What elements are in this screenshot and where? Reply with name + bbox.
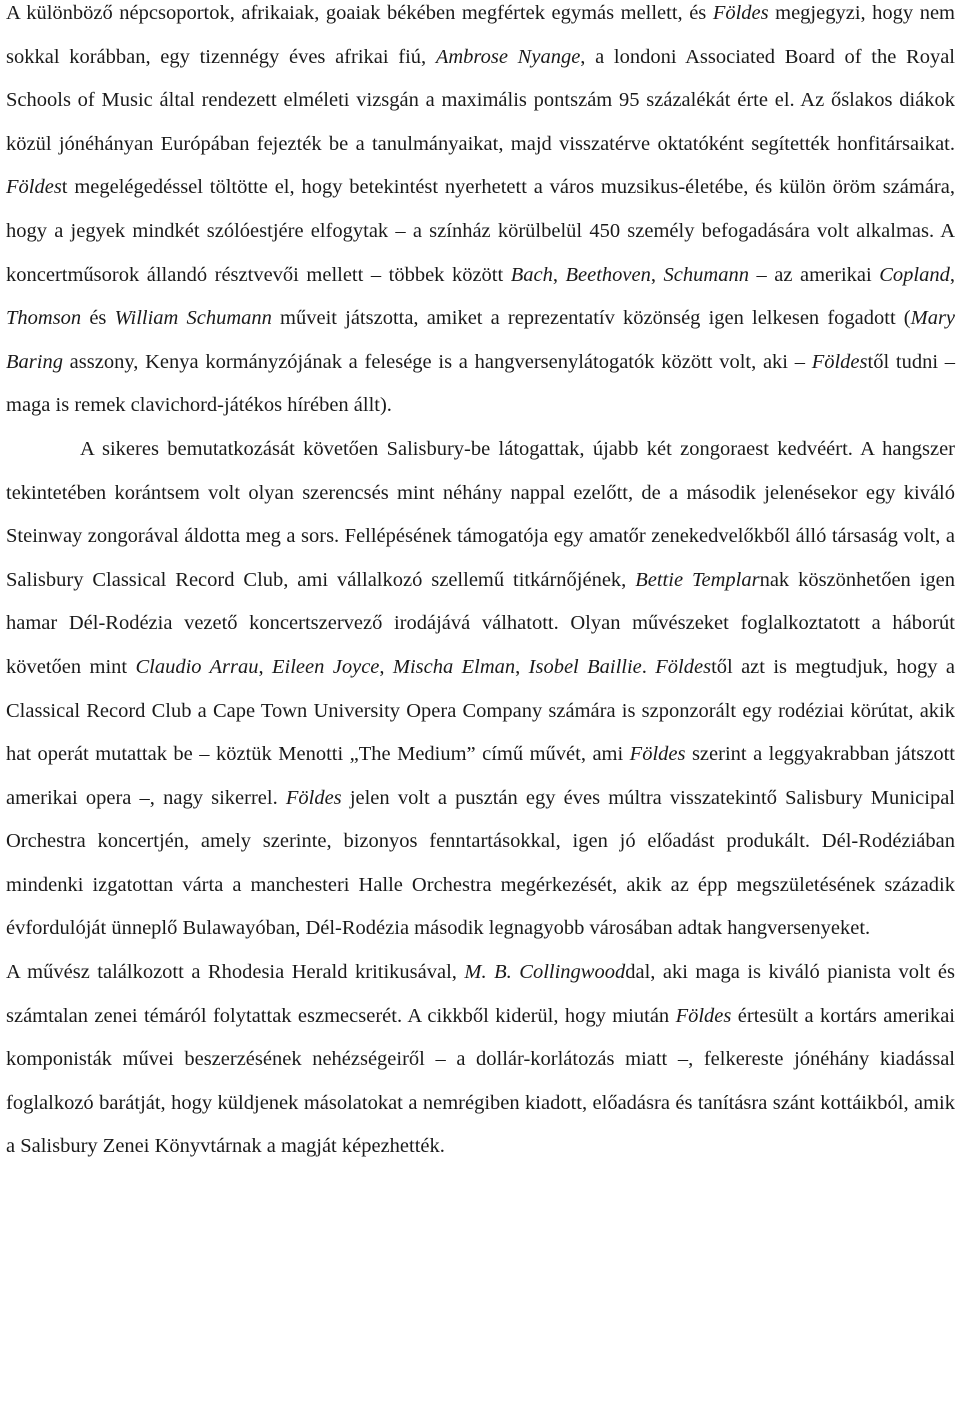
paragraph-1	[6, 0, 955, 428]
text-run: műveit játszotta, amiket a reprezentatív közönség igen lelkesen fogadott (	[271, 307, 911, 330]
italic-text: Eileen Joyce	[272, 655, 380, 678]
text-run: és	[81, 307, 115, 330]
italic-text: Mischa Elman	[392, 655, 516, 678]
text-run: asszony, Kenya kormányzójának a felesége is a hangversenylátogatók között volt, aki –	[62, 350, 812, 373]
paragraph-3	[6, 951, 955, 1169]
italic-text: Ambrose Nyange	[435, 45, 581, 68]
italic-text: Claudio Arrau	[135, 655, 259, 678]
text-run: A művész találkozott a Rhodesia Herald kritikusával,	[6, 961, 465, 984]
italic-text: William Schumann	[114, 307, 272, 330]
italic-text: Isobel Baillie	[528, 655, 642, 678]
italic-text: Földes	[675, 1004, 732, 1027]
italic-text: Schumann	[663, 263, 749, 286]
text-run: ,	[379, 655, 393, 678]
text-run: ,	[949, 263, 955, 286]
italic-text: Földes	[655, 655, 712, 678]
text-run: A sikeres bemutatkozását követően Salisbury-be látogattak, újabb két zongoraest kedvéért. A hangszer tekintetében korántsem volt olyan szerencsés mint néhány nappal ezelőtt, de a második jelenésekor egy kiváló Steinway zongorával áldotta meg a sors. Fellépésének támogatója egy amatőr zenekedvelőkből álló társaság volt, a Salisbury Classical Record Club, ami vállalkozó szellemű titkárnőjének,	[6, 437, 955, 591]
italic-text: Copland	[879, 263, 950, 286]
text-run: ,	[552, 263, 566, 286]
text-run: ,	[650, 263, 664, 286]
text-run: A különböző népcsoportok, afrikaiak, goaiak békében megfértek egymás mellett, és	[6, 2, 713, 24]
italic-text: Bach	[510, 263, 553, 286]
text-run: .	[641, 655, 656, 678]
italic-text: Földes	[6, 176, 62, 199]
text-run: nak köszönhetően igen hamar Dél-Rodézia vezető koncertszervező irodájává válhatott. Olyan művészeket foglalkoztatott a háborút követően mint	[6, 568, 956, 678]
italic-text: Mary Baring	[6, 307, 956, 373]
text-run: től azt is megtudjuk, hogy a Classical Record Club a Cape Town University Opera Company számára is szponzorált egy rodéziai körútat, akik hat operát mutattak be – köztük Menotti „The Medium” című művét, ami	[6, 655, 956, 766]
text-run: ,	[515, 655, 529, 678]
italic-text: Földes	[811, 350, 868, 373]
text-run: ,	[258, 655, 273, 678]
italic-text: M. B. Collingwood	[464, 961, 626, 984]
italic-text: Földes	[629, 743, 686, 766]
text-run: – az amerikai	[748, 263, 880, 286]
text-run: értesült a kortárs amerikai komponisták művei beszerzésének nehézségeiről – a dollár-korlátozás miatt –, felkereste jónéhány kiadással foglalkozó barátját, hogy küldjenek másolatokat a nemrégiben kiadott, előadásra és tanításra szánt kottáikból, amik a Salisbury Zenei Könyvtárnak a magját képezhették.	[6, 1004, 956, 1158]
text-run: től tudni – maga is remek clavichord-játékos hírében állt).	[6, 350, 955, 417]
text-body	[6, 0, 955, 1169]
text-run: szerint a leggyakrabban játszott amerikai opera –, nagy sikerrel.	[6, 743, 955, 809]
text-run: , a londoni Associated Board of the Royal Schools of Music által rendezett elméleti vizsgán a maximális pontszám 95 százalékát érte el. Az őslakos diákok közül jónéhányan Európában fejezték be a tanulmányaikat, majd visszatérve oktatóként segítették honfitársaikat.	[6, 45, 955, 155]
italic-text: Thomson	[6, 307, 82, 330]
text-run: megjegyzi, hogy nem sokkal korábban, egy tizennégy éves afrikai fiú,	[6, 2, 955, 68]
italic-text: Földes	[285, 786, 342, 809]
italic-text: Földes	[712, 2, 769, 24]
text-run: jelen volt a pusztán egy éves múltra visszatekintő Salisbury Municipal Orchestra koncertjén, amely szerinte, bizonyos fenntartásokkal, igen jó előadást produkált. Dél-Rodéziában mindenki izgatottan várta a manchesteri Halle Orchestra megérkezését, akik az épp megszületésének századik évfordulóját ünneplő Bulawayóban, Dél-Rodézia második legnagyobb városában adtak hangversenyeket.	[6, 786, 955, 940]
italic-text: Bettie Templar	[635, 568, 760, 591]
italic-text: Beethoven	[565, 263, 651, 286]
text-run: t megelégedéssel töltötte el, hogy betekintést nyerhetett a város muzsikus-életébe, és külön öröm számára, hogy a jegyek mindkét szólóestjére elfogytak – a színház körülbelül 450 személy befogadására volt alkalmas. A koncertműsorok állandó résztvevői mellett – többek között	[6, 176, 955, 286]
text-run: dal, aki maga is kiváló pianista volt és számtalan zenei témáról folytattak eszmecserét. A cikkből kiderül, hogy miután	[6, 961, 955, 1027]
paragraph-2	[6, 428, 955, 951]
